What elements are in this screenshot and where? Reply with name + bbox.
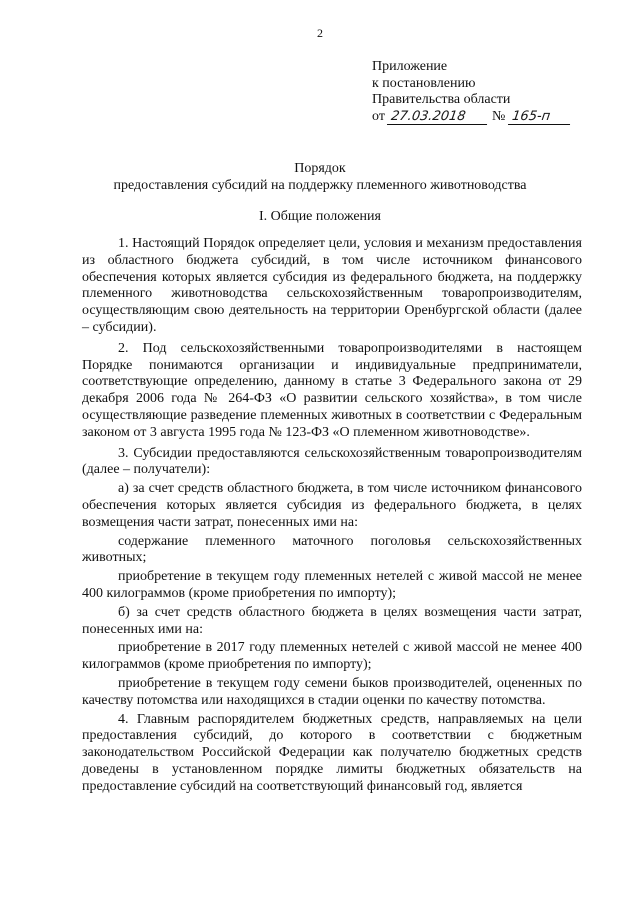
title-line-2: предоставления субсидий на поддержку племенного животноводства — [113, 178, 527, 193]
paragraph-3a: а) за счет средств областного бюджета, в том числе источником финансового обеспечения которых является субсидия из федерального бюджета, в целях возмещения части затрат, понесенных ими на: — [82, 481, 582, 530]
paragraph-3b-item-1: приобретение в 2017 году племенных нетелей с живой массой не менее 400 килограммов (кроме приобретения по импорту); — [82, 640, 582, 673]
appendix-from-label: от — [372, 108, 385, 124]
section-heading: I. Общие положения — [259, 209, 381, 224]
number-sign: № — [491, 108, 506, 124]
document-title — [60, 160, 580, 194]
paragraph-4: 4. Главным распорядителем бюджетных средств, направляемых на цели предоставления субсидий, до которого в соответствии с бюджетным законодательством Российской Федерации как получателю бюджетных средств доведены в установленном порядке лимиты бюджетных обязательств на предоставление субсидий на соответствующий финансовый год, является — [82, 711, 582, 794]
paragraph-3a-item-2: приобретение в текущем году племенных нетелей с живой массой не менее 400 килограммов (кроме приобретения по импорту); — [82, 569, 582, 601]
handwritten-number: 165-п — [508, 110, 572, 125]
appendix-line-1: Приложение — [372, 59, 448, 74]
paragraph-3a-item-1: содержание племенного маточного поголовья сельскохозяйственных животных; — [82, 533, 582, 566]
paragraph-3b-item-2: приобретение в текущем году семени быков производителей, оцененных по качеству потомства или находящихся в стадии оценки по качеству потомства. — [82, 675, 582, 708]
handwritten-date: 27.03.2018 — [387, 110, 489, 125]
appendix-block — [372, 59, 622, 125]
appendix-line-2: к постановлению — [372, 75, 476, 91]
document-body — [82, 236, 582, 800]
appendix-date-number-line — [372, 109, 622, 126]
page-number: 2 — [317, 26, 323, 40]
title-line-1: Порядок — [294, 161, 346, 176]
paragraph-2: 2. Под сельскохозяйственными товаропроизводителями в настоящем Порядке понимаются организации и индивидуальные предприниматели, соответствующие определению, данному в статье 3 Федерального закона от 29 декабря 2006 года № 264-ФЗ «О развитии сельского хозяйства», в том числе осуществляющие разведение племенных животных в соответствии с Федеральным законом от 3 августа 1995 года № 123-ФЗ «О племенном животноводстве». — [82, 340, 582, 440]
paragraph-3: 3. Субсидии предоставляются сельскохозяйственным товаропроизводителям (далее – получатели): — [82, 445, 582, 478]
paragraph-3b: б) за счет средств областного бюджета в целях возмещения части затрат, понесенных ими на: — [82, 604, 582, 637]
paragraph-1: 1. Настоящий Порядок определяет цели, условия и механизм предоставления из областного бюджета субсидий, в том числе источником финансового обеспечения которых является субсидия из федерального бюджета, на поддержку племенного животноводства сельскохозяйственным товаропроизводителям, осуществляющим свою деятельность на территории Оренбургской области (далее – субсидии). — [82, 236, 582, 335]
appendix-line-3: Правительства области — [372, 92, 511, 107]
